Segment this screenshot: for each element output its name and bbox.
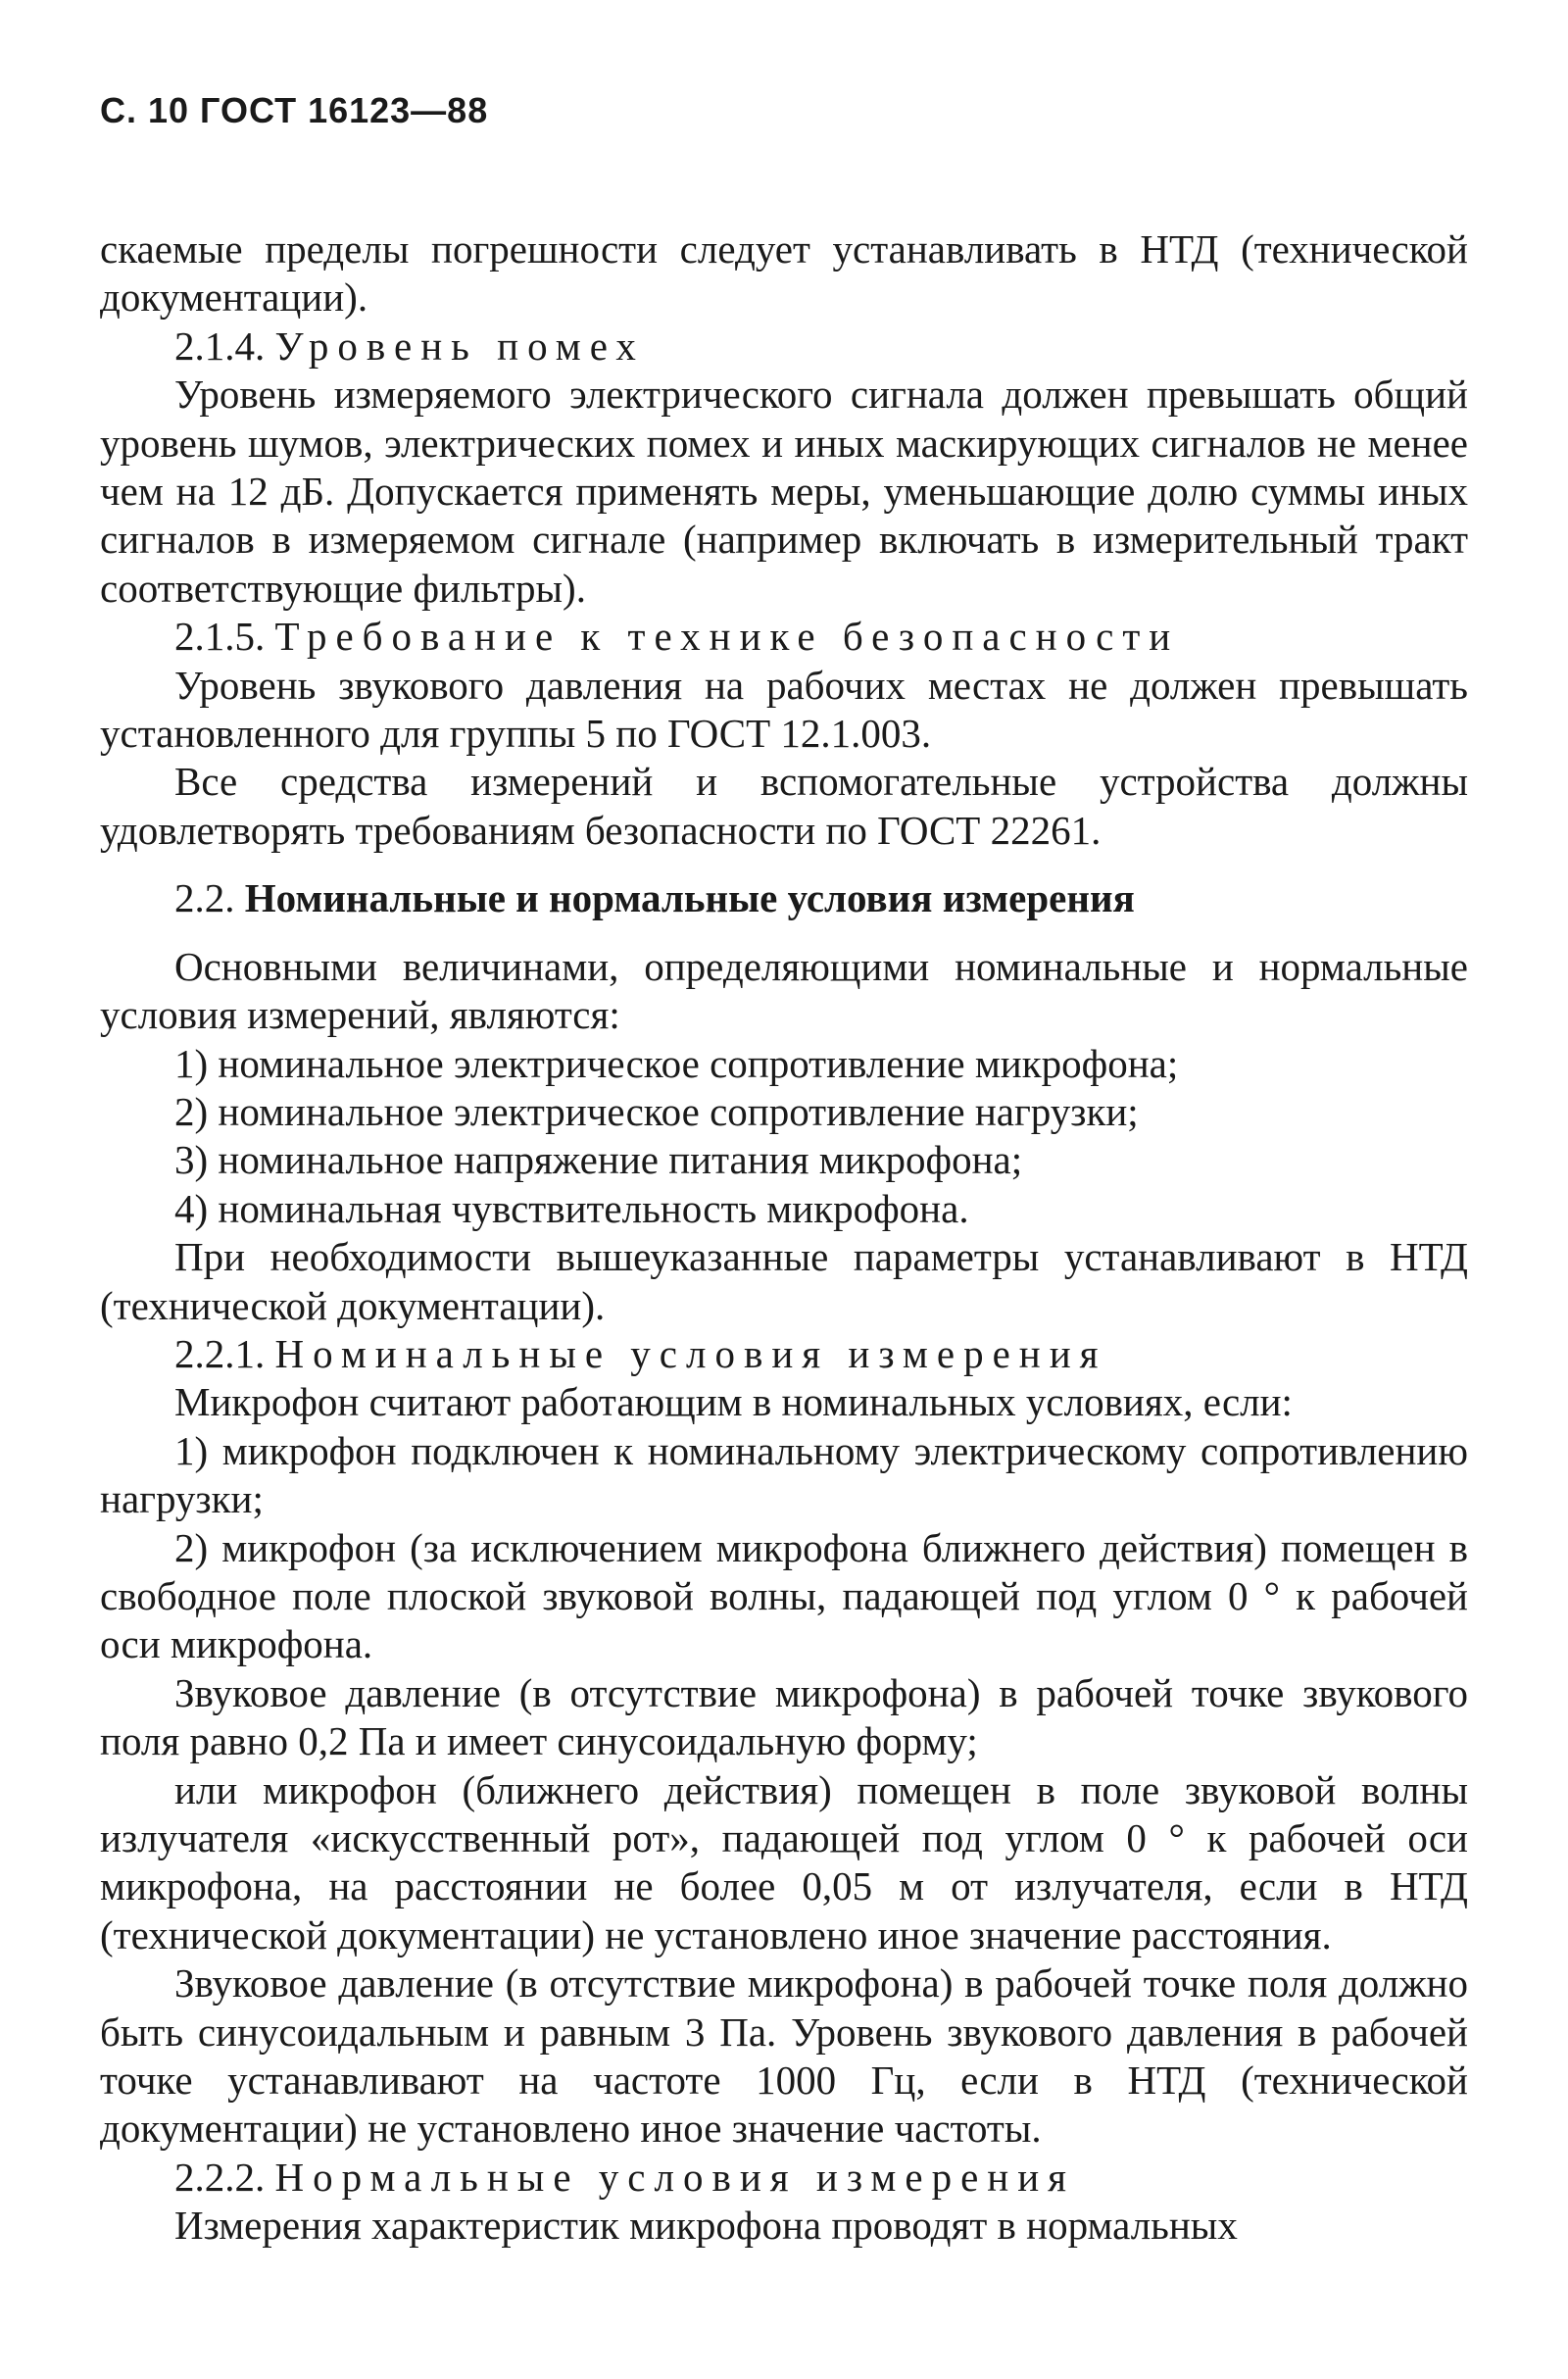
paragraph: или микрофон (ближнего действия) помещен в поле звуковой волны излучателя «искусственный рот», падающей под углом 0 ° к рабочей оси микрофона, на расстоянии не более 0,05 м от излучателя, если в НТД (технической документации) не установлено иное значение расстояния. <box>100 1766 1468 1958</box>
section-title: Требование к технике безопасности <box>274 614 1180 660</box>
section-title: Уровень помех <box>274 322 645 369</box>
section-heading-2-2-2 <box>100 2154 1468 2202</box>
section-heading-2-2-1 <box>100 1330 1468 1378</box>
list-item: 2) номинальное электрическое сопротивление нагрузки; <box>174 1088 1139 1134</box>
section-heading-2-1-5 <box>100 613 1468 661</box>
paragraph: Звуковое давление (в отсутствие микрофона) в рабочей точке звукового поля равно 0,2 Па и имеет синусоидальную форму; <box>100 1669 1468 1764</box>
page-header: С. 10 ГОСТ 16123—88 <box>100 90 489 130</box>
paragraph: Измерения характеристик микрофона проводят в нормальных <box>174 2203 1238 2249</box>
paragraph: 2) микрофон (за исключением микрофона ближнего действия) помещен в свободное поле плоской звуковой волны, падающей под углом 0 ° к рабочей оси микрофона. <box>100 1524 1468 1667</box>
paragraph: скаемые пределы погрешности следует устанавливать в НТД (технической документации). <box>100 226 1468 321</box>
paragraph: Звуковое давление (в отсутствие микрофона) в рабочей точке поля должно быть синусоидальным и равным 3 Па. Уровень звукового давления в рабочей точке устанавливают на частоте 1000 Гц, если в НТД (технической документации) не установлено иное значение частоты. <box>100 1960 1468 2152</box>
section-number: 2.2.2. <box>174 2154 266 2200</box>
section-number: 2.2. <box>174 875 235 921</box>
paragraph: Уровень измеряемого электрического сигнала должен превышать общий уровень шумов, электрических помех и иных маскирующих сигналов не менее чем на 12 дБ. Допускается применять меры, уменьшающие долю суммы иных сигналов в измеряемом сигнале (например включать в измерительный тракт соответствующие фильтры). <box>100 372 1468 611</box>
list-item: 4) номинальная чувствительность микрофона. <box>174 1185 969 1231</box>
list-item: 1) номинальное электрическое сопротивление микрофона; <box>174 1040 1179 1086</box>
paragraph: Микрофон считают работающим в номинальных условиях, если: <box>174 1379 1293 1425</box>
paragraph: При необходимости вышеуказанные параметры устанавливают в НТД (технической документации). <box>100 1234 1468 1328</box>
section-title: Нормальные условия измерения <box>274 2154 1076 2200</box>
paragraph: 1) микрофон подключен к номинальному электрическому сопротивлению нагрузки; <box>100 1427 1468 1522</box>
section-number: 2.1.4. <box>174 322 266 369</box>
section-title: Номинальные условия измерения <box>274 1330 1107 1376</box>
section-number: 2.1.5. <box>174 614 266 660</box>
section-heading-2-2 <box>100 874 1468 922</box>
section-heading-2-1-4 <box>100 322 1468 371</box>
paragraph: Все средства измерений и вспомогательные устройства должны удовлетворять требованиям безопасности по ГОСТ 22261. <box>100 759 1468 853</box>
section-title: Номинальные и нормальные условия измерения <box>244 875 1135 921</box>
document-body <box>100 225 1468 2251</box>
paragraph: Основными величинами, определяющими номинальные и нормальные условия измерений, являются: <box>100 943 1468 1038</box>
paragraph: Уровень звукового давления на рабочих местах не должен превышать установленного для группы 5 по ГОСТ 12.1.003. <box>100 662 1468 757</box>
section-number: 2.2.1. <box>174 1330 266 1376</box>
list-item: 3) номинальное напряжение питания микрофона; <box>174 1137 1023 1183</box>
